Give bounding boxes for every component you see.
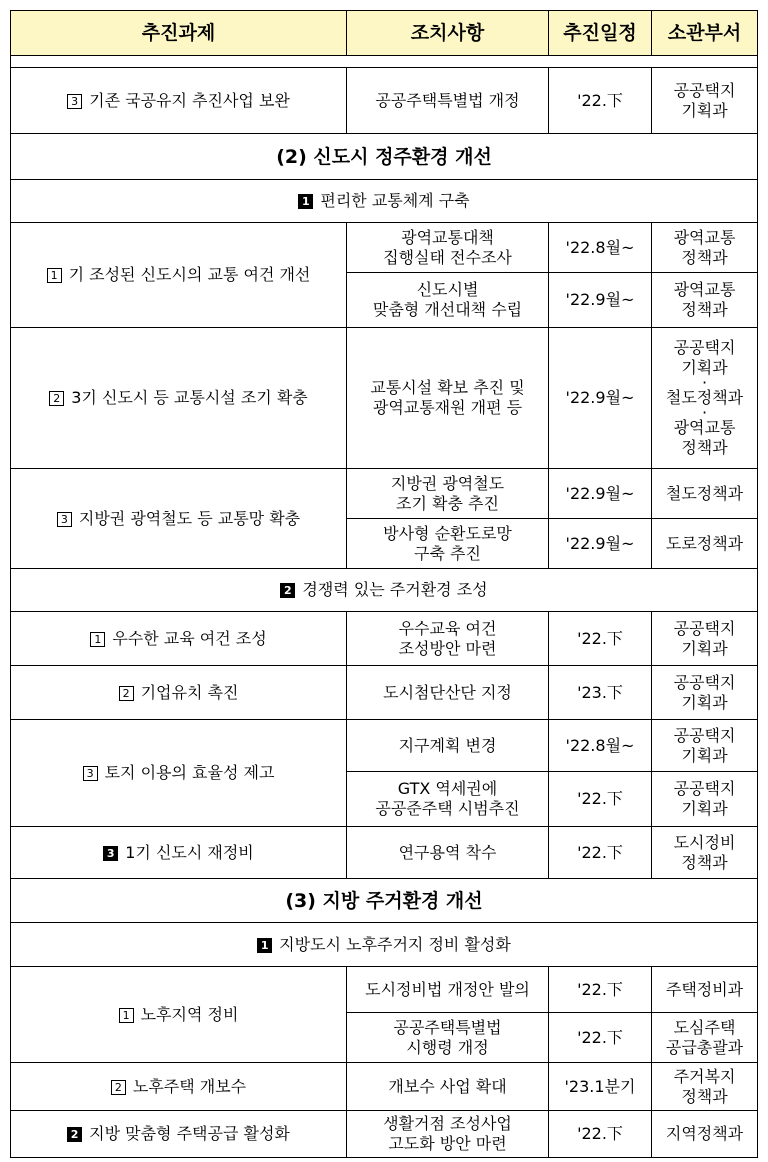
task-number-box: 1 <box>47 268 62 283</box>
action-cell: 광역교통대책 집행실태 전수조사 <box>347 223 549 273</box>
schedule-cell: '23.1분기 <box>549 1063 652 1111</box>
schedule-cell: '22.9월~ <box>549 273 652 328</box>
task-label: 토지 이용의 효율성 제고 <box>104 763 275 782</box>
task-label: 3기 신도시 등 교통시설 조기 확충 <box>71 388 308 407</box>
header-dept: 소관부서 <box>652 11 758 56</box>
table-row <box>11 469 758 519</box>
header-task: 추진과제 <box>11 11 347 56</box>
task-label: 기업유치 촉진 <box>140 682 239 702</box>
schedule-cell: '22.9월~ <box>549 328 652 469</box>
task-cell <box>11 223 347 328</box>
dept-cell: 공공택지 기획과 <box>652 720 758 772</box>
schedule-cell: '22.下 <box>549 772 652 827</box>
schedule-cell: '22.9월~ <box>549 519 652 569</box>
action-cell: GTX 역세권에 공공준주택 시범추진 <box>347 772 549 827</box>
dept-cell: 도시정비 정책과 <box>652 827 758 879</box>
table-row <box>11 223 758 273</box>
table-row <box>11 666 758 720</box>
group-title: 2 경쟁력 있는 주거환경 조성 <box>11 569 758 612</box>
action-cell: 공공주택특별법 시행령 개정 <box>347 1013 549 1063</box>
action-cell: 도시정비법 개정안 발의 <box>347 967 549 1013</box>
group-number-box: 2 <box>280 583 295 598</box>
action-cell: 지구계획 변경 <box>347 720 549 772</box>
task-cell <box>11 666 347 720</box>
section-title: (3) 지방 주거환경 개선 <box>11 879 758 923</box>
action-cell: 지방권 광역철도 조기 확충 추진 <box>347 469 549 519</box>
task-cell <box>11 68 347 134</box>
task-cell <box>11 967 347 1063</box>
task-label: 지방 맞춤형 주택공급 활성화 <box>89 1124 290 1143</box>
table-row <box>11 827 758 879</box>
task-label: 지방권 광역철도 등 교통망 확충 <box>78 508 301 528</box>
table-row <box>11 68 758 134</box>
table-row <box>11 967 758 1013</box>
table-row <box>11 328 758 469</box>
task-cell <box>11 328 347 469</box>
task-number-box: 1 <box>119 1008 134 1023</box>
table-row <box>11 1063 758 1111</box>
dept-cell: 공공택지 기획과 <box>652 68 758 134</box>
task-number-box: 3 <box>67 94 82 109</box>
dept-cell: 공공택지 기획과 <box>652 772 758 827</box>
schedule-cell: '22.下 <box>549 827 652 879</box>
table-row <box>11 720 758 772</box>
task-number-box: 2 <box>111 1080 126 1095</box>
plan-table <box>10 10 758 1158</box>
section-row <box>11 879 758 923</box>
task-number-box: 2 <box>49 391 64 406</box>
action-cell: 우수교육 여건 조성방안 마련 <box>347 612 549 666</box>
group-row <box>11 569 758 612</box>
task-number-box: 2 <box>119 686 134 701</box>
dept-cell: 철도정책과 <box>652 469 758 519</box>
section-row <box>11 134 758 180</box>
group-row <box>11 923 758 967</box>
dept-cell: 광역교통 정책과 <box>652 273 758 328</box>
dept-cell: 공공택지 기획과 · 철도정책과 · 광역교통 정책과 <box>652 328 758 469</box>
schedule-cell: '22.下 <box>549 68 652 134</box>
schedule-cell: '23.下 <box>549 666 652 720</box>
schedule-cell: '22.9월~ <box>549 469 652 519</box>
schedule-cell: '22.下 <box>549 1013 652 1063</box>
group-title: 1 편리한 교통체계 구축 <box>11 180 758 223</box>
task-cell <box>11 827 347 879</box>
dept-cell: 주택정비과 <box>652 967 758 1013</box>
group-number-box: 1 <box>298 194 313 209</box>
header-schedule: 추진일정 <box>549 11 652 56</box>
section-title: (2) 신도시 정주환경 개선 <box>11 134 758 180</box>
dept-cell: 지역정책과 <box>652 1111 758 1158</box>
dept-cell: 공공택지 기획과 <box>652 666 758 720</box>
task-cell <box>11 1111 347 1158</box>
group-number-box: 1 <box>257 938 272 953</box>
dept-cell: 공공택지 기획과 <box>652 612 758 666</box>
schedule-cell: '22.8월~ <box>549 223 652 273</box>
task-label: 우수한 교육 여건 조성 <box>112 628 267 648</box>
action-cell: 교통시설 확보 추진 및 광역교통재원 개편 등 <box>347 328 549 469</box>
header-action: 조치사항 <box>347 11 549 56</box>
group-title: 1 지방도시 노후주거지 정비 활성화 <box>11 923 758 967</box>
task-number-box: 3 <box>83 766 98 781</box>
task-label: 기 조성된 신도시의 교통 여건 개선 <box>68 265 311 284</box>
task-number-box: 3 <box>57 512 72 527</box>
dept-cell: 광역교통 정책과 <box>652 223 758 273</box>
task-label: 노후주택 개보수 <box>132 1076 247 1096</box>
action-cell: 개보수 사업 확대 <box>347 1063 549 1111</box>
schedule-cell: '22.下 <box>549 967 652 1013</box>
header-row <box>11 11 758 56</box>
dept-cell: 도심주택 공급총괄과 <box>652 1013 758 1063</box>
action-cell: 방사형 순환도로망 구축 추진 <box>347 519 549 569</box>
schedule-cell: '22.8월~ <box>549 720 652 772</box>
action-cell: 도시첨단산단 지정 <box>347 666 549 720</box>
spacer-row <box>11 56 758 68</box>
action-cell: 생활거점 조성사업 고도화 방안 마련 <box>347 1111 549 1158</box>
group-number-box: 2 <box>67 1127 82 1142</box>
task-label: 노후지역 정비 <box>140 1004 239 1024</box>
task-label: 기존 국공유지 추진사업 보완 <box>89 90 290 110</box>
task-label: 1기 신도시 재정비 <box>125 842 254 862</box>
dept-cell: 도로정책과 <box>652 519 758 569</box>
schedule-cell: '22.下 <box>549 1111 652 1158</box>
table-row <box>11 1111 758 1158</box>
task-cell <box>11 720 347 827</box>
task-cell <box>11 612 347 666</box>
action-cell: 연구용역 착수 <box>347 827 549 879</box>
group-number-box: 3 <box>103 846 118 861</box>
task-cell <box>11 469 347 569</box>
schedule-cell: '22.下 <box>549 612 652 666</box>
task-number-box: 1 <box>90 632 105 647</box>
group-row <box>11 180 758 223</box>
dept-cell: 주거복지 정책과 <box>652 1063 758 1111</box>
table-row <box>11 612 758 666</box>
task-cell <box>11 1063 347 1111</box>
action-cell: 공공주택특별법 개정 <box>347 68 549 134</box>
action-cell: 신도시별 맞춤형 개선대책 수립 <box>347 273 549 328</box>
